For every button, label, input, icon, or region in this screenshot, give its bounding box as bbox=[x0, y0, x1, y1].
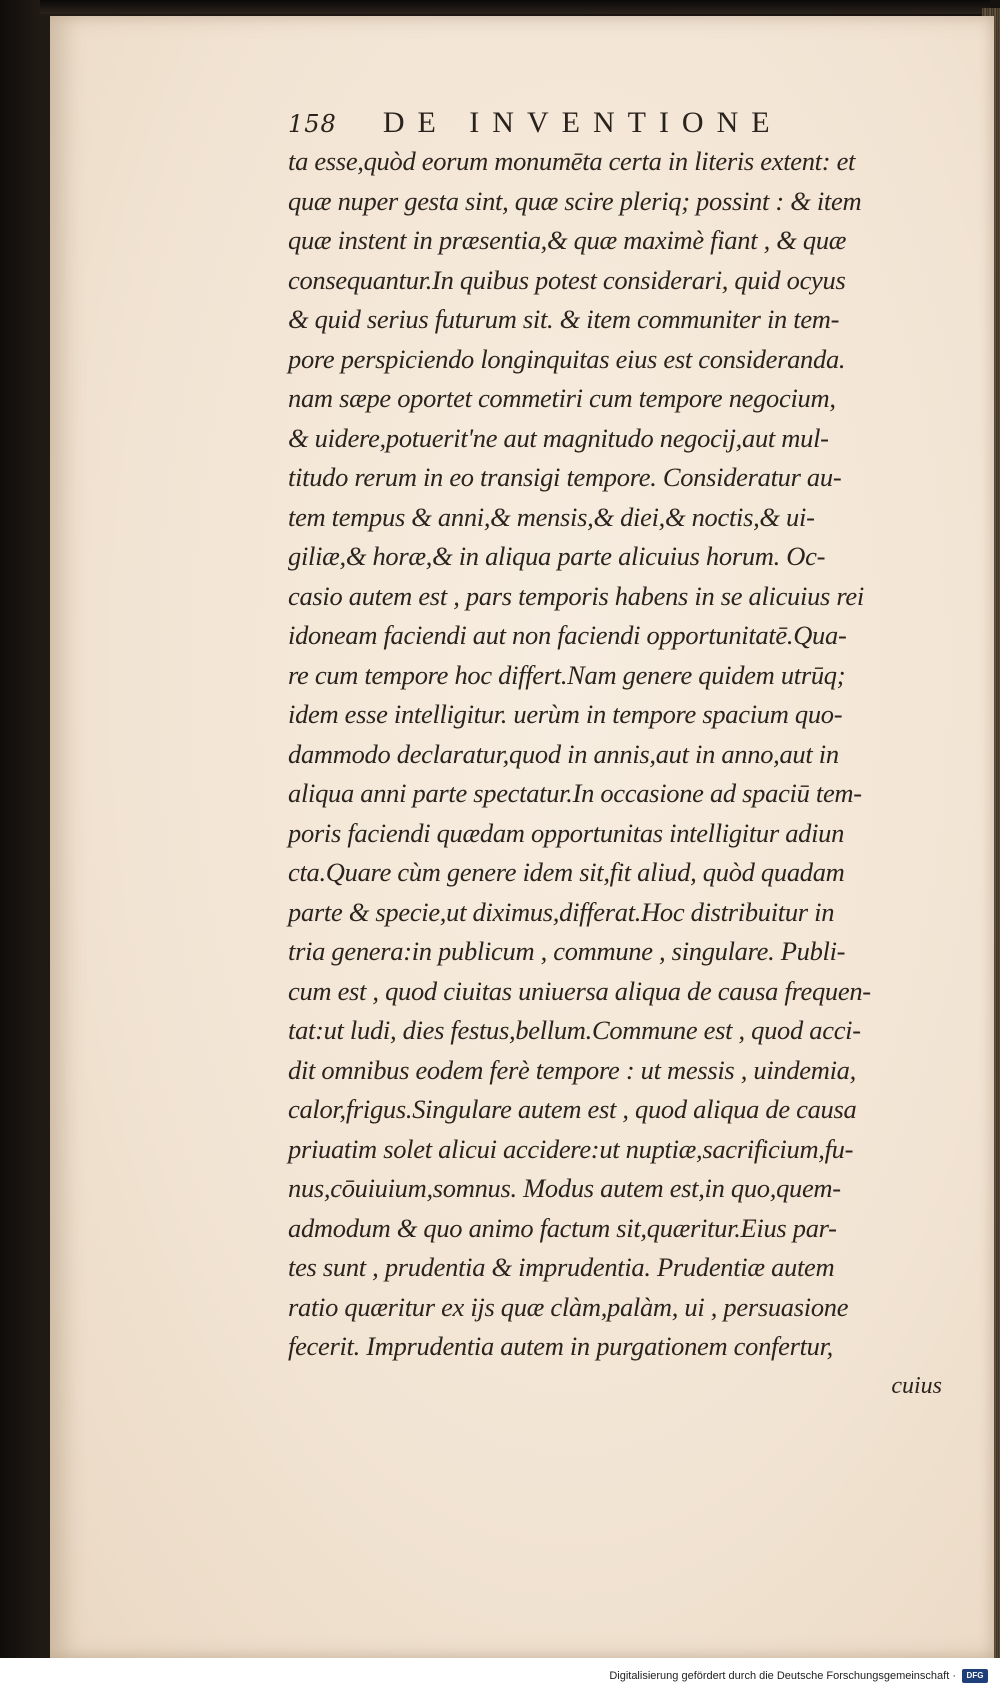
book-top-edge bbox=[40, 0, 990, 14]
text-line: tat:ut ludi, dies festus,bellum.Commune est , quod acci- bbox=[288, 1015, 861, 1045]
text-line: ta esse,quòd eorum monumēta certa in literis extent: et bbox=[288, 146, 856, 176]
text-line: pore perspiciendo longinquitas eius est consideranda. bbox=[288, 343, 846, 374]
text-line: cum est , quod ciuitas uniuersa aliqua de causa frequen- bbox=[288, 975, 871, 1006]
text-line: priuatim solet alicui accidere:ut nuptiæ,sacrificium,fu- bbox=[288, 1133, 854, 1164]
text-line: idoneam faciendi aut non faciendi opportunitatē.Qua- bbox=[288, 620, 847, 650]
text-line: re cum tempore hoc differt.Nam genere quidem utrūq; bbox=[288, 659, 846, 690]
text-line: cta.Quare cùm genere idem sit,fit aliud, quòd quadam bbox=[288, 857, 845, 887]
dfg-logo-icon: DFG bbox=[962, 1669, 988, 1683]
text-line: ratio quæritur ex ijs quæ clàm,palàm, ui , persuasione bbox=[288, 1291, 849, 1322]
text-line: quæ nuper gesta sint, quæ scire pleriq; possint : & item bbox=[288, 185, 862, 216]
text-line: parte & specie,ut diximus,differat.Hoc distribuitur in bbox=[288, 896, 835, 927]
text-line: consequantur.In quibus potest considerari, quid ocyus bbox=[288, 264, 846, 295]
text-line: & quid serius futurum sit. & item communiter in tem- bbox=[288, 304, 840, 334]
text-line: & uidere,potuerit'ne aut magnitudo negocij,aut mul- bbox=[288, 422, 829, 453]
text-line: dammodo declaratur,quod in annis,aut in anno,aut in bbox=[288, 738, 839, 769]
running-title: DE INVENTIONE bbox=[382, 106, 783, 139]
text-line: tes sunt , prudentia & imprudentia. Prudentiæ autem bbox=[288, 1252, 835, 1282]
text-line: aliqua anni parte spectatur.In occasione ad spaciū tem- bbox=[288, 778, 862, 808]
text-line: quæ instent in præsentia,& quæ maximè fiant , & quæ bbox=[288, 225, 847, 255]
text-line: tem tempus & anni,& mensis,& diei,& noctis,& ui- bbox=[288, 501, 815, 532]
running-head bbox=[288, 106, 848, 146]
text-line: idem esse intelligitur. uerùm in tempore spacium quo- bbox=[288, 699, 843, 729]
text-line: fecerit. Imprudentia autem in purgationem confertur, bbox=[288, 1331, 833, 1361]
text-line: giliæ,& horæ,& in aliqua parte alicuius horum. Oc- bbox=[288, 541, 826, 571]
text-line: calor,frigus.Singulare autem est , quod aliqua de causa bbox=[288, 1094, 857, 1124]
text-line: admodum & quo animo factum sit,quæritur.Eius par- bbox=[288, 1212, 837, 1243]
text-line: titudo rerum in eo transigi tempore. Consideratur au- bbox=[288, 462, 842, 492]
text-line: nus,cōuiuium,somnus. Modus autem est,in quo,quem- bbox=[288, 1173, 841, 1203]
text-line: tria genera:in publicum , commune , singulare. Publi- bbox=[288, 936, 846, 966]
text-line: casio autem est , pars temporis habens in se alicuius rei bbox=[288, 580, 864, 611]
text-line: poris faciendi quædam opportunitas intelligitur adiun bbox=[288, 817, 845, 848]
funding-footer bbox=[0, 1658, 1000, 1693]
text-line: dit omnibus eodem ferè tempore : ut messis , uindemia, bbox=[288, 1054, 856, 1085]
text-line: nam sæpe oportet commetiri cum tempore negocium, bbox=[288, 383, 836, 413]
text-block bbox=[288, 142, 948, 1406]
funding-notice: Digitalisierung gefördert durch die Deutsche Forschungsgemeinschaft · bbox=[609, 1669, 956, 1682]
catchword: cuius bbox=[891, 1372, 942, 1399]
page-number: 158 bbox=[288, 110, 337, 138]
